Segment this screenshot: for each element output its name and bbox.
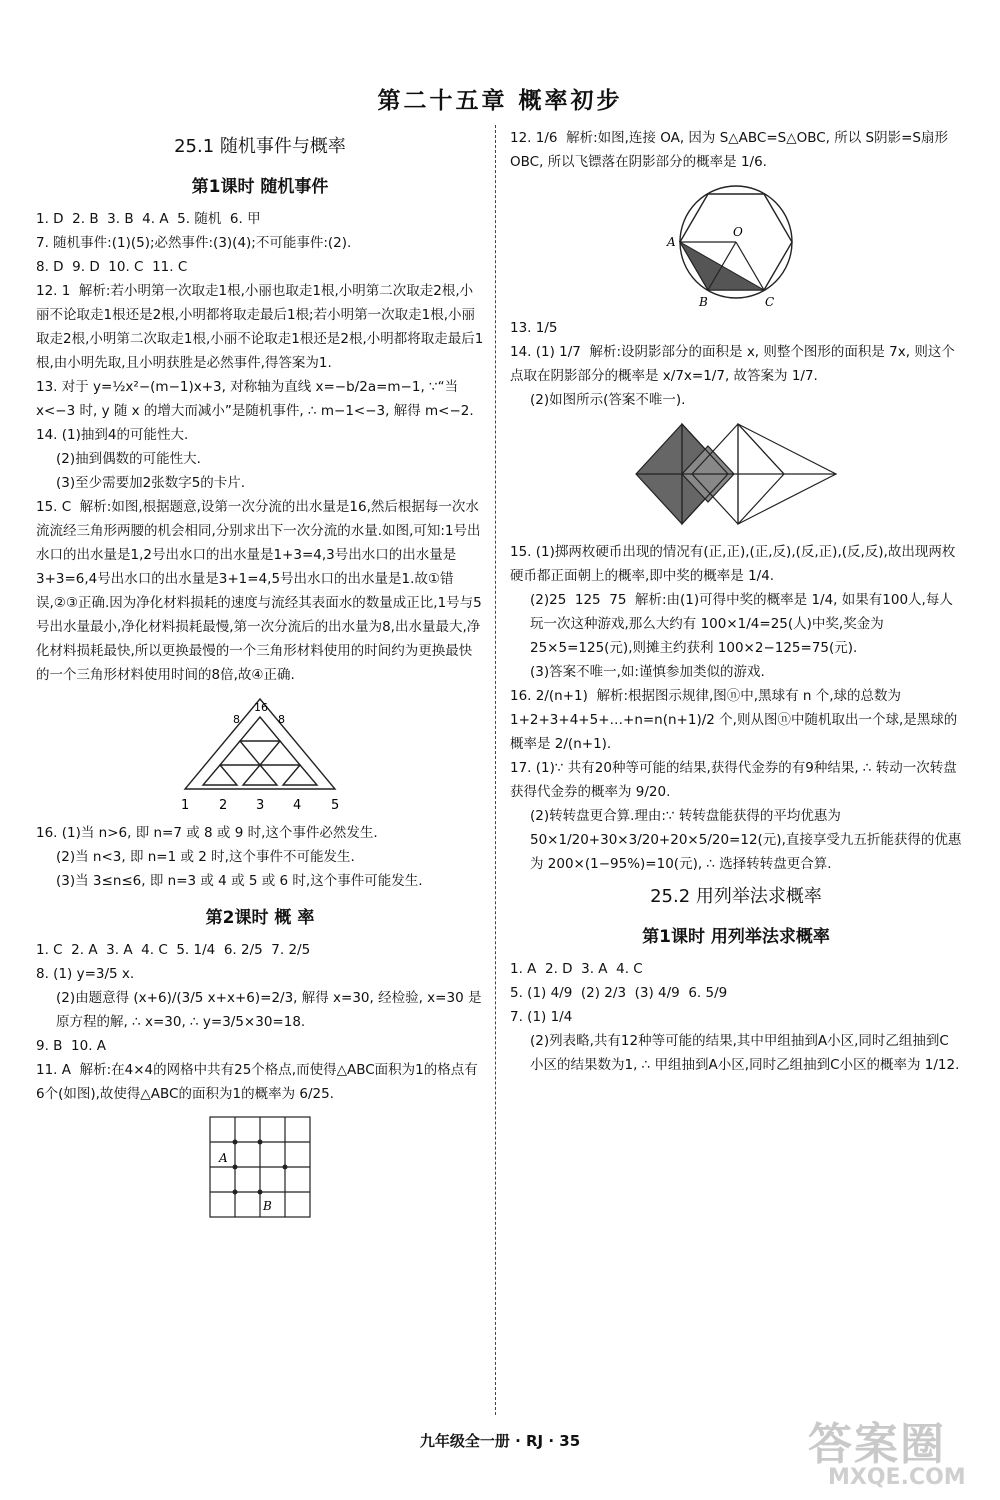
figure-label: 16 <box>254 701 268 714</box>
left-column <box>36 126 484 1228</box>
triangle-flow-figure <box>165 693 355 815</box>
hex-label-o: O <box>733 225 743 239</box>
hex-label-c: C <box>765 295 775 309</box>
answer-line: 9. B 10. A <box>36 1038 107 1054</box>
answer-line: 14. (1)抽到4的可能性大. <box>36 427 189 443</box>
answer-line: 1. C 2. A 3. A 4. C 5. 1/4 6. 2/5 7. 2/5 <box>36 942 311 958</box>
diamond-figure <box>626 418 846 534</box>
hexagon-circle-figure <box>661 180 811 310</box>
hex-label-a: A <box>667 235 676 249</box>
watermark-logo: 答案圈 <box>808 1419 946 1470</box>
answer-line: (2)转转盘更合算.理由:∵ 转转盘能获得的平均优惠为 50×1/20+30×3/20+20×5/20=12(元),直接享受九五折能获得的优惠为 200×(1−95%)=10(元), ∴ 选择转转盘更合算. <box>530 808 962 872</box>
answer-line: 12. 1 解析:若小明第一次取走1根,小丽也取走1根,小明第二次取走2根,小丽不论取走1根还是2根,小明都将取走最后1根;若小明第一次取走1根,小丽取走2根,小明第二次取走1根,小丽不论取走1根还是2根,小明都将取走最后1根,由小明先取,且小明获胜是必然事件,得答案为1. <box>36 283 484 371</box>
answer-line: 5. (1) 4/9 (2) 2/3 (3) 4/9 6. 5/9 <box>510 985 728 1001</box>
right-column <box>510 126 962 1077</box>
section-title-25-2: 25.2 用列举法求概率 <box>650 886 822 907</box>
answer-line: 13. 1/5 <box>510 320 558 336</box>
answer-line: 8. (1) y=3/5 x. <box>36 966 135 982</box>
hex-label-b: B <box>699 295 708 309</box>
figure-label: 1 <box>181 798 190 813</box>
watermark-url: MXQE.COM <box>828 1465 966 1490</box>
lesson-2-title: 第2课时 概 率 <box>205 908 315 928</box>
answer-line: 16. 2/(n+1) 解析:根据图示规律,图ⓝ中,黑球有 n 个,球的总数为 1+2+3+4+5+…+n=n(n+1)/2 个,则从图ⓝ中随机取出一个球,是黑球的概率是 2/(n+1). <box>510 688 958 752</box>
answer-line: (2)25 125 75 解析:由(1)可得中奖的概率是 1/4, 如果有100人,每人玩一次这种游戏,那么大约有 100×1/4=25(人)中奖,奖金为 25×5=125(元),则摊主约获利 100×2−125=75(元). <box>530 592 953 656</box>
answer-line: (3)答案不唯一,如:谨慎参加类似的游戏. <box>530 664 765 680</box>
answer-line: 12. 1/6 解析:如图,连接 OA, 因为 S△ABC=S△OBC, 所以 S阴影=S扇形OBC, 所以飞镖落在阴影部分的概率是 1/6. <box>510 130 948 170</box>
figure-label: 2 <box>219 798 228 813</box>
figure-label: 5 <box>331 798 340 813</box>
column-divider <box>495 125 496 1415</box>
grid-label-b: B <box>263 1199 272 1213</box>
lesson-1-title: 第1课时 随机事件 <box>191 177 329 197</box>
figure-label: 8 <box>233 713 240 726</box>
answer-line: (3)当 3≤n≤6, 即 n=3 或 4 或 5 或 6 时,这个事件可能发生. <box>56 873 423 889</box>
answer-line: (2)如图所示(答案不唯一). <box>530 392 686 408</box>
grid-figure <box>205 1112 315 1222</box>
answer-line: 8. D 9. D 10. C 11. C <box>36 259 188 275</box>
answer-line: 17. (1)∵ 共有20种等可能的结果,获得代金券的有9种结果, ∴ 转动一次转盘获得代金券的概率为 9/20. <box>510 760 957 800</box>
grid-label-a: A <box>219 1151 228 1165</box>
answer-line: (2)当 n<3, 即 n=1 或 2 时,这个事件不可能发生. <box>56 849 355 865</box>
answer-line: (2)列表略,共有12种等可能的结果,其中甲组抽到A小区,同时乙组抽到C小区的结果数为1, ∴ 甲组抽到A小区,同时乙组抽到C小区的概率为 1/12. <box>530 1033 960 1073</box>
figure-label: 4 <box>293 798 302 813</box>
section-title-25-1: 25.1 随机事件与概率 <box>174 136 346 157</box>
answer-line: 15. C 解析:如图,根据题意,设第一次分流的出水量是16,然后根据每一次水流流经三角形两腰的机会相同,分别求出下一次分流的水量.如图,可知:1号出水口的出水量是1,2号出水口的出水量是1+3=4,3号出水口的出水量是3+3=6,4号出水口的出水量是3+1=4,5号出水口的出水量是1.故①错误,②③正确.因为净化材料损耗的速度与流经其表面水的数量成正比,1号与5号出水量最小,净化材料损耗最慢,第一次分流后的出水量为8,出水量最大,净化材料损耗最快,所以更换最慢的一个三角形材料使用的时间约为更换最快的一个三角形材料使用时间的8倍,故④正确. <box>36 499 482 683</box>
figure-label: 3 <box>256 798 265 813</box>
answer-line: 1. D 2. B 3. B 4. A 5. 随机 6. 甲 <box>36 211 261 227</box>
answer-line: 14. (1) 1/7 解析:设阴影部分的面积是 x, 则整个图形的面积是 7x, 则这个点取在阴影部分的概率是 x/7x=1/7, 故答案为 1/7. <box>510 344 955 384</box>
answer-line: (3)至少需要加2张数字5的卡片. <box>56 475 246 491</box>
answer-line: 7. 随机事件:(1)(5);必然事件:(3)(4);不可能事件:(2). <box>36 235 352 251</box>
figure-label: 8 <box>278 713 285 726</box>
answer-line: 11. A 解析:在4×4的网格中共有25个格点,而使得△ABC面积为1的格点有6个(如图),故使得△ABC的面积为1的概率为 6/25. <box>36 1062 478 1102</box>
answer-line: 15. (1)掷两枚硬币出现的情况有(正,正),(正,反),(反,正),(反,反),故出现两枚硬币都正面朝上的概率,即中奖的概率是 1/4. <box>510 544 956 584</box>
answer-line: 1. A 2. D 3. A 4. C <box>510 961 643 977</box>
answer-line: (2)抽到偶数的可能性大. <box>56 451 201 467</box>
answer-line: 13. 对于 y=½x²−(m−1)x+3, 对称轴为直线 x=−b/2a=m−1, ∵“当 x<−3 时, y 随 x 的增大而减小”是随机事件, ∴ m−1<−3, 解得 m<−2. <box>36 379 474 419</box>
answer-line: (2)由题意得 (x+6)/(3/5 x+x+6)=2/3, 解得 x=30, 经检验, x=30 是原方程的解, ∴ x=30, ∴ y=3/5×30=18. <box>56 990 482 1030</box>
page-footer: 九年级全一册 · RJ · 35 <box>419 1432 581 1450</box>
answer-line: 7. (1) 1/4 <box>510 1009 573 1025</box>
chapter-title: 第二十五章 概率初步 <box>377 88 623 114</box>
lesson-title-25-2: 第1课时 用列举法求概率 <box>642 927 830 947</box>
answer-line: 16. (1)当 n>6, 即 n=7 或 8 或 9 时,这个事件必然发生. <box>36 825 378 841</box>
